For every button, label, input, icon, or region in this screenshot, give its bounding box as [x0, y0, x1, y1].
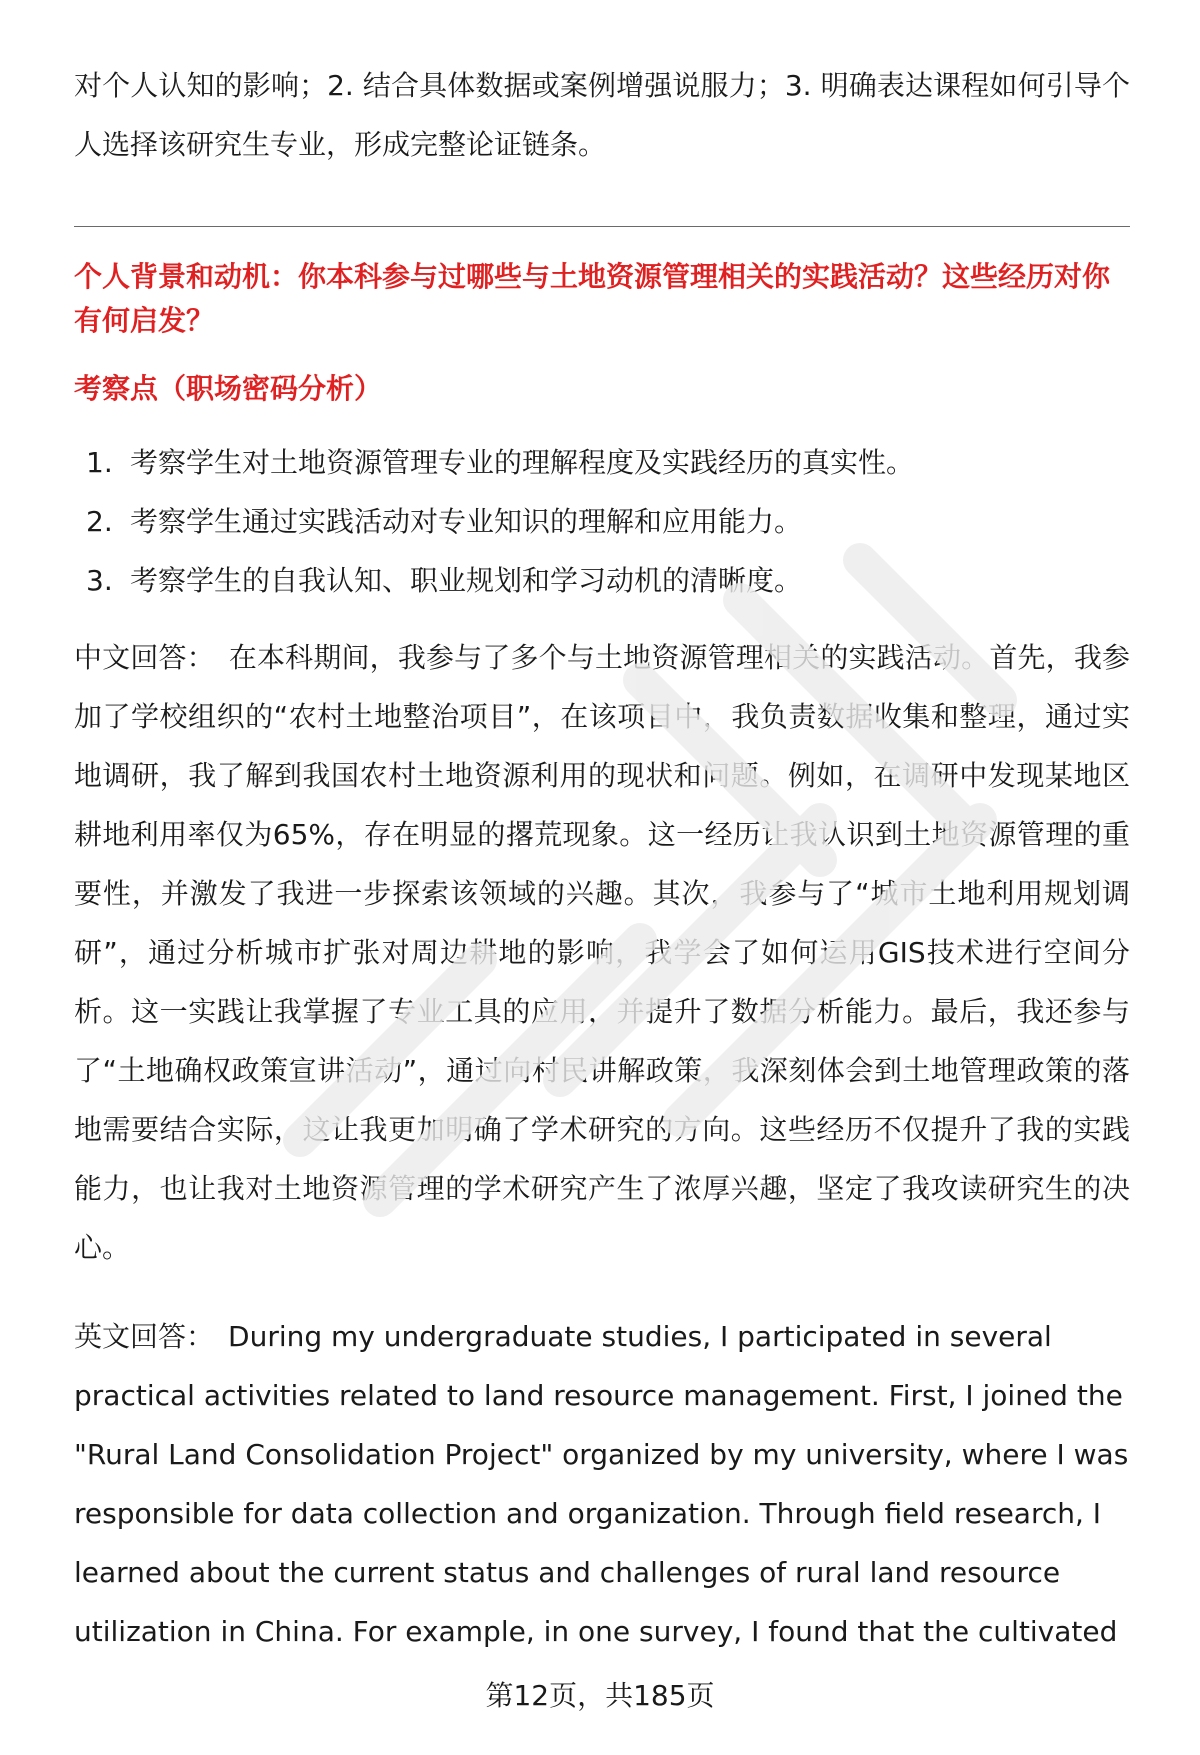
list-item-number: 1. — [86, 446, 113, 479]
list-item-number: 3. — [86, 564, 113, 597]
section-divider — [74, 226, 1130, 227]
list-item — [74, 551, 1130, 610]
chinese-answer-text: 在本科期间，我参与了多个与土地资源管理相关的实践活动。首先，我参加了学校组织的“农村土地整治项目”，在该项目中，我负责数据收集和整理，通过实地调研，我了解到我国农村土地资源利用的现状和问题。例如，在调研中发现某地区耕地利用率仅为65%，存在明显的撂荒现象。这一经历让我认识到土地资源管理的重要性，并激发了我进一步探索该领域的兴趣。其次，我参与了“城市土地利用规划调研”，通过分析城市扩张对周边耕地的影响，我学会了如何运用GIS技术进行空间分析。这一实践让我掌握了专业工具的应用，并提升了数据分析能力。最后，我还参与了“土地确权政策宣讲活动”，通过向村民讲解政策，我深刻体会到土地管理政策的落地需要结合实际，这让我更加明确了学术研究的方向。这些经历不仅提升了我的实践能力，也让我对土地资源管理的学术研究产生了浓厚兴趣，坚定了我攻读研究生的决心。 — [74, 641, 1130, 1264]
document-page — [74, 56, 1130, 1661]
question-heading: 个人背景和动机：你本科参与过哪些与土地资源管理相关的实践活动？这些经历对你有何启发？ — [74, 260, 1111, 337]
list-item — [74, 492, 1130, 551]
english-answer-label: 英文回答： — [74, 1320, 215, 1353]
chinese-answer-label: 中文回答： — [74, 641, 215, 674]
list-item-text: 考察学生的自我认知、职业规划和学习动机的清晰度。 — [130, 564, 803, 597]
intro-paragraph: 对个人认知的影响；2. 结合具体数据或案例增强说服力；3. 明确表达课程如何引导个人选择该研究生专业，形成完整论证链条。 — [74, 69, 1130, 161]
chinese-answer-paragraph — [74, 628, 1130, 1277]
assessment-points-heading: 考察点（职场密码分析） — [74, 372, 383, 405]
english-answer — [74, 1307, 1130, 1661]
list-item — [74, 433, 1130, 492]
english-answer-paragraph — [74, 1307, 1130, 1661]
chinese-answer — [74, 628, 1130, 1277]
list-item-text: 考察学生对土地资源管理专业的理解程度及实践经历的真实性。 — [130, 446, 915, 479]
list-item-number: 2. — [86, 505, 113, 538]
assessment-points-list — [74, 433, 1130, 610]
english-answer-text: During my undergraduate studies, I participated in several practical activities related to land resource management. First, I joined the "Rural Land Consolidation Project" organized by my university, where I was responsible for data collection and organization. Through field research, I learned about the current status and challenges of rural land resource utilization in China. For example, in one survey, I found that the cultivated — [74, 1320, 1129, 1648]
list-item-text: 考察学生通过实践活动对专业知识的理解和应用能力。 — [130, 505, 803, 538]
page-footer: 第12页，共185页 — [485, 1679, 715, 1712]
